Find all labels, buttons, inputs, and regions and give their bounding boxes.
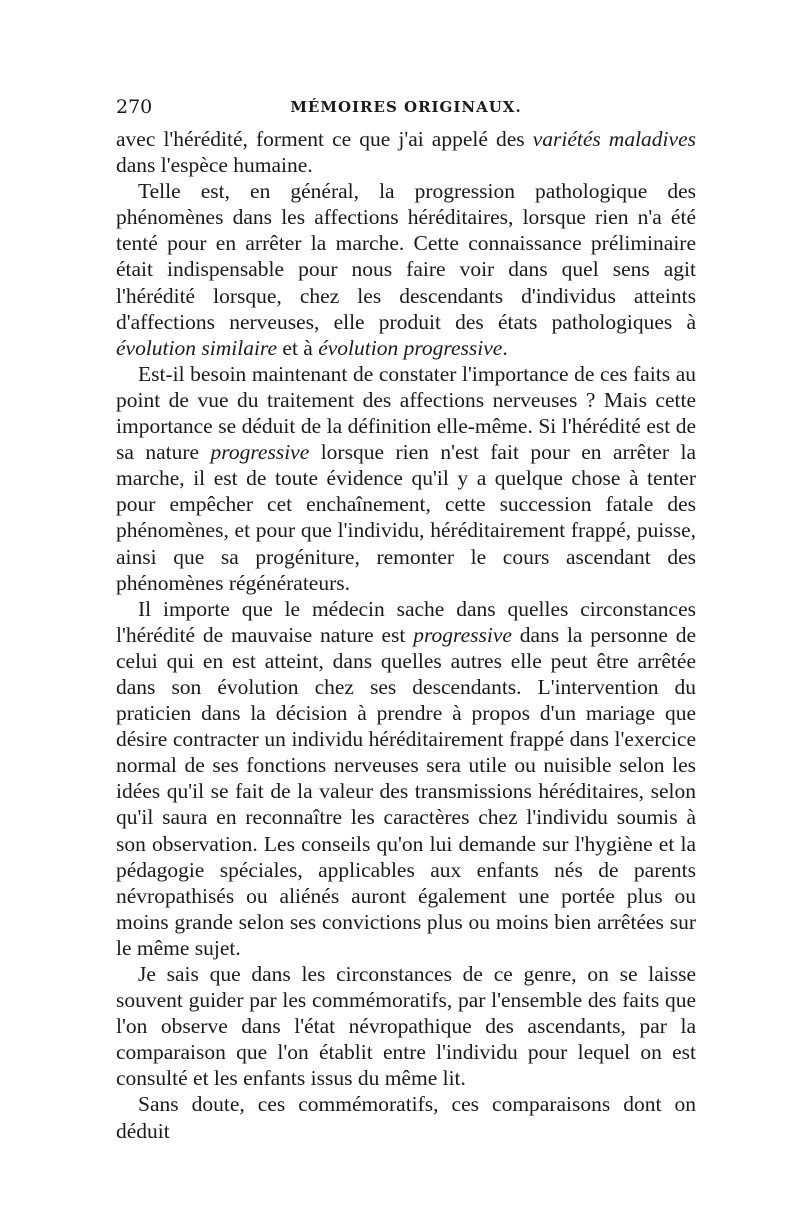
text-run: Je sais que dans les circonstances de ce genre, on se laisse souvent guider par les commémoratifs, par l'ensemble des faits que l'on observe dans l'état névropathique des ascendants, par la comparaison que l'on établit entre l'individu pour lequel on est consulté et les enfants issus du même lit. bbox=[116, 962, 696, 1091]
book-page bbox=[116, 96, 696, 1144]
paragraph bbox=[116, 361, 696, 596]
running-head bbox=[116, 96, 696, 126]
italic-text-run: progressive bbox=[413, 622, 512, 647]
text-run: Est-il besoin maintenant de constater l'importance de ces faits au point de vue du traitement des affections nerveuses ? Mais cette importance se déduit de la définition elle-même. Si l'hérédité est de sa nature bbox=[116, 361, 696, 465]
italic-text-run: évolution progressive bbox=[318, 335, 503, 360]
text-run: Il importe que le médecin sache dans quelles circonstances l'hérédité de mauvaise nature est bbox=[116, 596, 696, 647]
italic-text-run: progressive bbox=[210, 440, 310, 465]
paragraph bbox=[116, 961, 696, 1091]
text-run: dans l'espèce humaine. bbox=[116, 153, 313, 178]
running-title: MÉMOIRES ORIGINAUX. bbox=[290, 98, 522, 116]
text-run: avec l'hérédité, forment ce que j'ai appelé des bbox=[116, 127, 533, 151]
paragraph bbox=[116, 1091, 696, 1143]
text-run: . bbox=[502, 335, 508, 360]
text-run: lorsque rien n'est fait pour en arrêter la marche, il est de toute évidence qu'il y a quelque chose à tenter pour empêcher cet enchaînement, cette succession fatale des phénomènes, et pour que l'individu, héréditairement frappé, puisse, ainsi que sa progéniture, remonter le cours ascendant des phénomènes régénérateurs. bbox=[116, 440, 696, 595]
page-number: 270 bbox=[116, 96, 153, 118]
paragraph bbox=[116, 178, 696, 361]
italic-text-run: évolution similaire bbox=[116, 335, 278, 360]
text-run: Telle est, en général, la progression pathologique des phénomènes dans les affections héréditaires, lorsque rien n'a été tenté pour en arrêter la marche. Cette connaissance préliminaire était indispensable pour nous faire voir dans quel sens agit l'hérédité lorsque, chez les descendants d'individus atteints d'affections nerveuses, elle produit des états pathologiques à bbox=[116, 179, 696, 334]
paragraph bbox=[116, 596, 696, 961]
body-text bbox=[116, 126, 696, 1144]
text-run: Sans doute, ces commémoratifs, ces comparaisons dont on déduit bbox=[116, 1092, 696, 1143]
italic-text-run: variétés maladives bbox=[532, 127, 696, 151]
text-run: dans la personne de celui qui en est atteint, dans quelles autres elle peut être arrêtée dans son évolution chez ses descendants. L'intervention du praticien dans la décision à prendre à propos d'un mariage que désire contracter un individu héréditairement frappé dans l'exercice normal de ses fonctions nerveuses sera utile ou nuisible selon les idées qu'il se fait de la valeur des transmissions héréditaires, selon qu'il saura en reconnaître les caractères chez l'individu soumis à son observation. Les conseils qu'on lui demande sur l'hygiène et la pédagogie spéciales, applicables aux enfants nés de parents névropathisés ou aliénés auront également une portée plus ou moins grande selon ses convictions plus ou moins bien arrêtées sur le même sujet. bbox=[116, 622, 696, 960]
text-run: et à bbox=[277, 335, 319, 360]
paragraph bbox=[116, 126, 696, 178]
